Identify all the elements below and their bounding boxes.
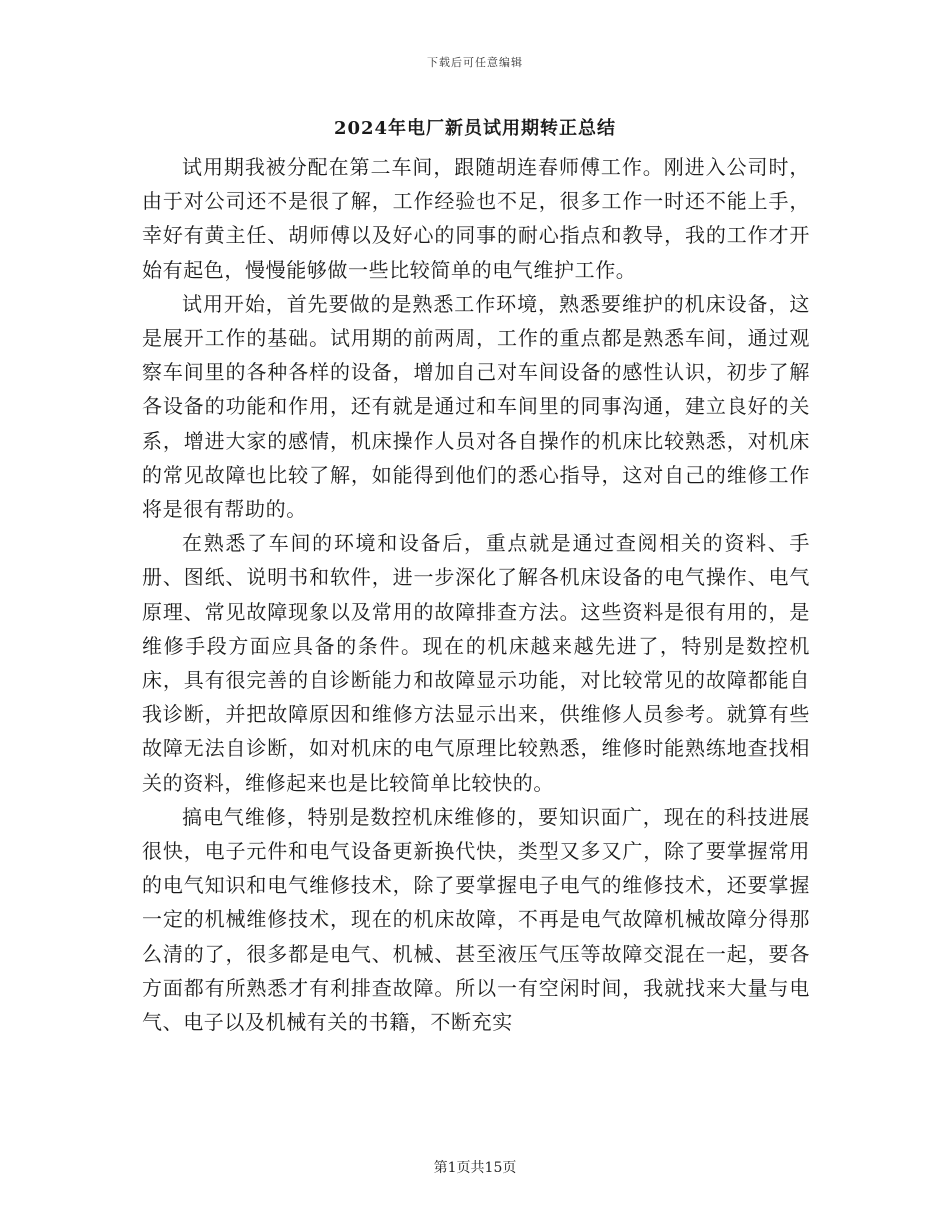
page-number: 第1页共15页 [433, 1160, 517, 1176]
paragraph: 试用开始，首先要做的是熟悉工作环境，熟悉要维护的机床设备，这是展开工作的基础。试用期的前两周，工作的重点都是熟悉车间，通过观察车间里的各种各样的设备，增加自己对车间设备的感性认识，初步了解各设备的功能和作用，还有就是通过和车间里的同事沟通，建立良好的关系，增进大家的感情，机床操作人员对各自操作的机床比较熟悉，对机床的常见故障也比较了解，如能得到他们的悉心指导，这对自己的维修工作将是很有帮助的。 [142, 291, 810, 522]
document-body [142, 150, 810, 1039]
paragraph: 试用期我被分配在第二车间，跟随胡连春师傅工作。刚进入公司时，由于对公司还不是很了解，工作经验也不足，很多工作一时还不能上手，幸好有黄主任、胡师傅以及好心的同事的耐心指点和教导，我的工作才开始有起色，慢慢能够做一些比较简单的电气维护工作。 [142, 155, 810, 282]
document-title: 2024年电厂新员试用期转正总结 [333, 118, 617, 139]
header-note: 下载后可任意编辑 [427, 56, 523, 69]
paragraph: 在熟悉了车间的环境和设备后，重点就是通过查阅相关的资料、手册、图纸、说明书和软件，进一步深化了解各机床设备的电气操作、电气原理、常见故障现象以及常用的故障排查方法。这些资料是很有用的，是维修手段方面应具备的条件。现在的机床越来越先进了，特别是数控机床，具有很完善的自诊断能力和故障显示功能，对比较常见的故障都能自我诊断，并把故障原因和维修方法显示出来，供维修人员参考。就算有些故障无法自诊断，如对机床的电气原理比较熟悉，维修时能熟练地查找相关的资料，维修起来也是比较简单比较快的。 [142, 531, 810, 795]
paragraph: 搞电气维修，特别是数控机床维修的，要知识面广，现在的科技进展很快，电子元件和电气设备更新换代快，类型又多又广，除了要掌握常用的电气知识和电气维修技术，除了要掌握电子电气的维修技术，还要掌握一定的机械维修技术，现在的机床故障，不再是电气故障机械故障分得那么清的了，很多都是电气、机械、甚至液压气压等故障交混在一起，要各方面都有所熟悉才有利排查故障。所以一有空闲时间，我就找来大量与电气、电子以及机械有关的书籍，不断充实 [142, 804, 810, 1035]
